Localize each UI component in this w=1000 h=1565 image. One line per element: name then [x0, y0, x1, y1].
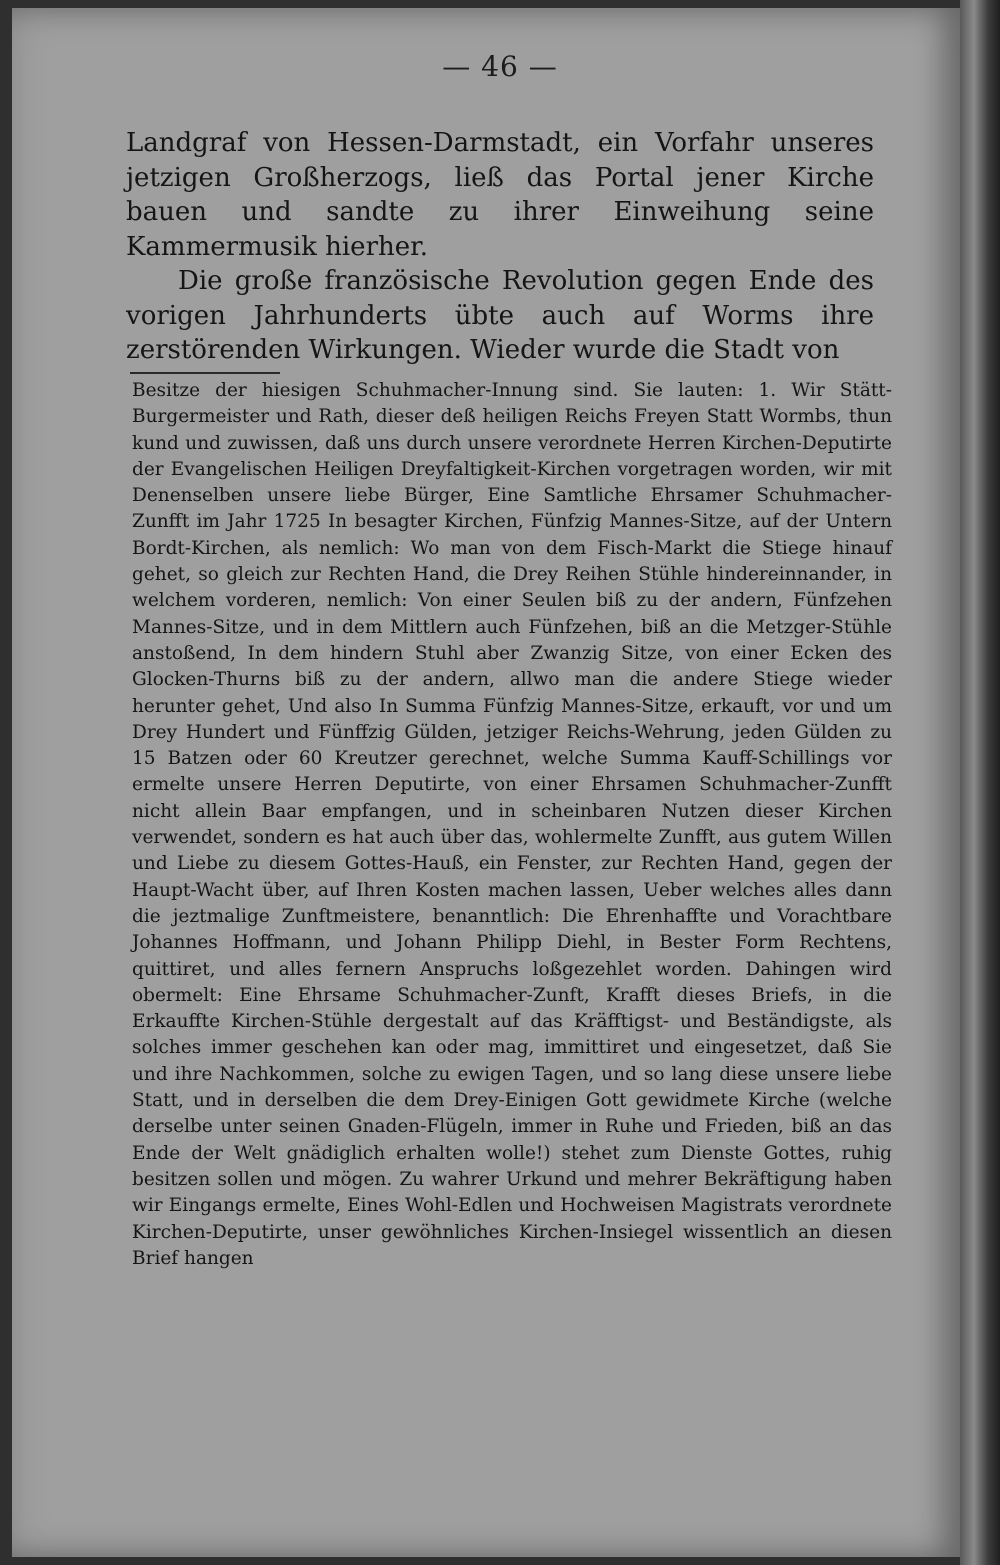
footnote-divider [130, 372, 280, 374]
footnote [132, 378, 892, 1272]
main-text [126, 126, 874, 368]
footnote-paragraph: Besitze der hiesigen Schuhmacher-Innung sind. Sie lauten: 1. Wir Stätt-Burgermeister und Rath, dieser deß heiligen Reichs Freyen Statt Wormbs, thun kund und zuwissen, daß uns durch unsere verordnete Herren Kirchen-Deputirte der Evangelischen Heiligen Dreyfaltigkeit-Kirchen vorgetragen worden, wir mit Denenselben unsere liebe Bürger, Eine Samtliche Ehrsamer Schuhmacher-Zunfft im Jahr 1725 In besagter Kirchen, Fünfzig Mannes-Sitze, auf der Untern Bordt-Kirchen, als nemlich: Wo man von dem Fisch-Markt die Stiege hinauf gehet, so gleich zur Rechten Hand, die Drey Reihen Stühle hindereinnander, in welchem vorderen, nemlich: Von einer Seulen biß zu der andern, Fünfzehen Mannes-Sitze, und in dem Mittlern auch Fünfzehen, biß an die Metzger-Stühle anstoßend, In dem hindern Stuhl aber Zwanzig Sitze, von einer Ecken des Glocken-Thurns biß zu der andern, allwo man die andere Stiege wieder herunter gehet, Und also In Summa Fünfzig Mannes-Sitze, erkauft, vor und um Drey Hundert und Fünffzig Gülden, jetziger Reichs-Wehrung, jeden Gülden zu 15 Batzen oder 60 Kreutzer gerechnet, welche Summa Kauff-Schillings vor ermelte unsere Herren Deputirte, von einer Ehrsamen Schuhmacher-Zunfft nicht allein Baar empfangen, und in scheinbaren Nutzen dieser Kirchen verwendet, sondern es hat auch über das, wohlermelte Zunfft, aus gutem Willen und Liebe zu diesem Gottes-Hauß, ein Fenster, zur Rechten Hand, gegen der Haupt-Wacht über, auf Ihren Kosten machen lassen, Ueber welches alles dann die jeztmalige Zunftmeistere, benanntlich: Die Ehrenhaffte und Vorachtbare Johannes Hoffmann, und Johann Philipp Diehl, in Bester Form Rechtens, quittiret, und alles fernern Anspruchs loßgezehlet worden. Dahingen wird obermelt: Eine Ehrsame Schuhmacher-Zunft, Krafft dieses Briefs, in die Erkauffte Kirchen-Stühle dergestalt auf das Kräfftigst- und Beständigste, als solches immer geschehen kan oder mag, immittiret und eingesetzet, daß Sie und ihre Nachkommen, solche zu ewigen Tagen, und so lang diese unsere liebe Statt, und in derselben die dem Drey-Einigen Gott gewidmete Kirche (welche derselbe unter seinen Gnaden-Flügeln, immer in Ruhe und Frieden, biß an das Ende der Welt gnädiglich erhalten wolle!) stehet zum Dienste Gottes, ruhig besitzen sollen und mögen. Zu wahrer Urkund und mehrer Bekräftigung haben wir Eingangs ermelte, Eines Wohl-Edlen und Hochweisen Magistrats verordnete Kirchen-Deputirte, unser gewöhnliches Kirchen-Insiegel wissentlich an diesen Brief hangen [132, 380, 892, 1269]
book-spine [960, 0, 1000, 1565]
main-paragraph-1: Landgraf von Hessen-Darmstadt, ein Vorfahr unseres jetzigen Großherzogs, ließ das Portal jener Kirche bauen und sandte zu ihrer Einweihung seine Kammermusik hierher. [126, 128, 874, 262]
page-number: — 46 — [442, 50, 558, 83]
main-paragraph-2: Die große französische Revolution gegen Ende des vorigen Jahrhunderts übte auch auf Worms ihre zerstörenden Wirkungen. Wieder wurde die Stadt von [126, 266, 874, 365]
